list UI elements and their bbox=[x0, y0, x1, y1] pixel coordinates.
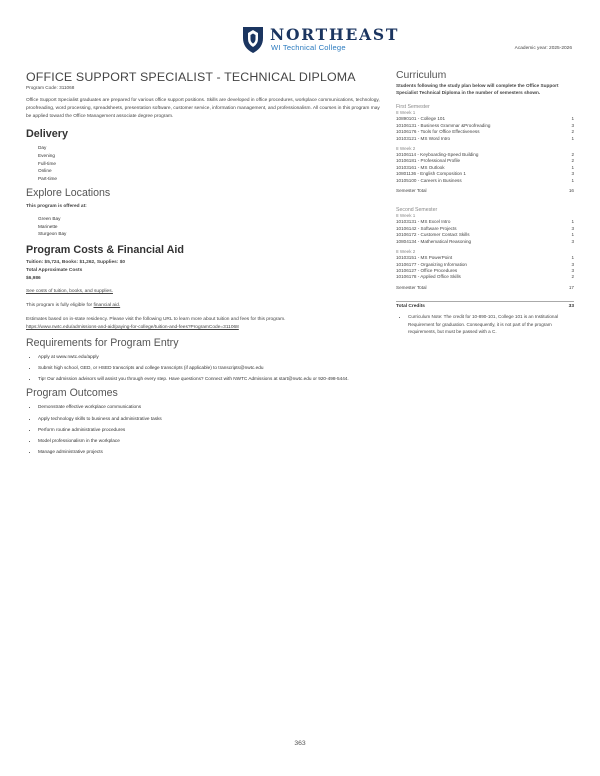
list-item: Full-time bbox=[38, 160, 56, 166]
list-item: • Submit high school, GED, or HSED transcripts and college transcripts (if applicable) to transcripts@nwtc.edu bbox=[38, 364, 382, 371]
course-credits: 1 bbox=[571, 177, 574, 183]
requirements-heading: Requirements for Program Entry bbox=[26, 336, 179, 349]
academic-year: Academic year: 2025-2026 bbox=[514, 46, 572, 51]
locations-heading: Explore Locations bbox=[26, 187, 111, 200]
logo-name: NORTHEAST bbox=[270, 25, 400, 44]
course-name: 10103151 - MS PowerPoint bbox=[396, 255, 453, 261]
semester-title: First Semester bbox=[396, 104, 430, 111]
course-credits: 1 bbox=[571, 135, 574, 141]
list-item: • Manage administrative projects bbox=[38, 448, 382, 455]
list-item: Green Bay bbox=[38, 216, 61, 222]
delivery-heading: Delivery bbox=[26, 128, 69, 141]
term-label: 8 Week 2 bbox=[396, 249, 416, 255]
list-item: • Tip! Our admission advisors will assist you through every step. Have questions? Connect with NWTC Admissions at start@nwtc.edu or 920-498-5444. bbox=[38, 375, 382, 382]
curriculum-footnote-list bbox=[396, 313, 574, 335]
course-credits: 2 bbox=[571, 274, 574, 280]
course-credits: 1 bbox=[571, 255, 574, 261]
course-name: 10106172 - Customer Contact Skills bbox=[396, 232, 470, 238]
list-item: • Apply technology skills to business and administrative tasks bbox=[38, 415, 382, 422]
list-item: Online bbox=[38, 168, 52, 174]
course-name: 10106127 - Office Procedures bbox=[396, 267, 458, 273]
course-credits: 3 bbox=[571, 238, 574, 244]
course-credits: 3 bbox=[571, 171, 574, 177]
course-credits: 3 bbox=[571, 267, 574, 273]
course-name: 10106177 - Organizing Information bbox=[396, 261, 467, 267]
course-row bbox=[396, 239, 574, 245]
total-costs-value: $6,986 bbox=[26, 275, 41, 281]
course-name: 10103121 - MS Word Intro bbox=[396, 135, 451, 141]
course-credits: 2 bbox=[571, 158, 574, 164]
curriculum-note: Students following the study plan below will complete the Office Support Specialist Technical Diploma in the number of semesters shown. bbox=[396, 83, 559, 96]
semester-total-value: 16 bbox=[568, 188, 574, 194]
course-name: 10801136 - English Composition 1 bbox=[396, 171, 466, 177]
course-row bbox=[396, 136, 574, 142]
course-name: 10890101 - College 101 bbox=[396, 116, 446, 122]
curriculum-footnote: • Curriculum Note: The credit for 10-890-101, College 101 is an Institutional Requirement for graduation. Consequently, it is not part of the program requirements, but must be passed with a C. bbox=[408, 313, 574, 335]
course-name: 10105100 - Careers in Business bbox=[396, 177, 462, 183]
outcomes-list bbox=[26, 403, 382, 455]
financial-aid-text bbox=[26, 302, 382, 310]
semester-total-label: Semester Total bbox=[396, 188, 427, 194]
page-number: 363 bbox=[294, 740, 306, 747]
list-item: • Apply at www.nwtc.edu/apply bbox=[38, 353, 382, 360]
course-credits: 1 bbox=[571, 219, 574, 225]
semester-total-row bbox=[396, 285, 574, 291]
course-credits: 1 bbox=[571, 164, 574, 170]
costs-link[interactable]: See costs of tuition, books, and supplies. bbox=[26, 289, 113, 295]
course-name: 10106176 - Tools for Office Effectiveness bbox=[396, 129, 480, 135]
semester-total-value: 17 bbox=[568, 284, 574, 290]
logo-subtitle: WI Technical College bbox=[271, 43, 346, 52]
program-description: Office Support Specialist graduates are prepared for various office support positions. Skills are developed in office procedures, workplace communications, technology, proofreading, word processing, spreadsheets, presentation software, customer service, information management, and professionalism. All courses in this program may be applied toward the Office Management associate degree program. bbox=[26, 98, 380, 119]
course-name: 10103161 - MS Outlook bbox=[396, 164, 445, 170]
course-name: 10106178 - Applied Office Skills bbox=[396, 274, 461, 280]
course-credits: 2 bbox=[571, 129, 574, 135]
costs-heading: Program Costs & Financial Aid bbox=[26, 243, 184, 256]
list-item: Evening bbox=[38, 152, 55, 158]
course-credits: 3 bbox=[571, 261, 574, 267]
semester-total-label: Semester Total bbox=[396, 284, 427, 290]
list-item: Part-time bbox=[38, 175, 58, 181]
list-item: Marinette bbox=[38, 223, 58, 229]
term-label: 8 Week 1 bbox=[396, 213, 416, 219]
list-item: • Model professionalism in the workplace bbox=[38, 437, 382, 444]
tuition-text: Tuition: $5,724, Books: $1,262, Supplies: $0 bbox=[26, 259, 126, 265]
college-logo bbox=[240, 24, 400, 56]
course-credits: 3 bbox=[571, 225, 574, 231]
financial-aid-link[interactable]: financial aid. bbox=[93, 303, 121, 309]
page-title: OFFICE SUPPORT SPECIALIST - TECHNICAL DIPLOMA bbox=[26, 70, 356, 84]
main-column bbox=[26, 70, 382, 459]
semester-title: Second Semester bbox=[396, 207, 438, 214]
term-label: 8 Week 2 bbox=[396, 146, 416, 152]
financial-aid-label: This program is fully eligible for bbox=[26, 303, 93, 309]
estimate-text: Estimates based on in-state residency. Please visit the following URL to learn more about tuition and fees for this program. bbox=[26, 316, 286, 322]
course-name: 10106142 - Software Projects bbox=[396, 225, 457, 231]
course-credits: 3 bbox=[571, 122, 574, 128]
list-item: Day bbox=[38, 145, 47, 151]
course-name: 10804134 - Mathematical Reasoning bbox=[396, 238, 472, 244]
course-credits: 1 bbox=[571, 116, 574, 122]
delivery-list bbox=[26, 144, 382, 182]
tuition-url[interactable]: https://www.nwtc.edu/admissions-and-aid/paying-for-college/tuition-and-fees?ProgramCode=311068 bbox=[26, 324, 239, 330]
list-item: Sturgeon Bay bbox=[38, 231, 67, 237]
shield-logo-icon bbox=[240, 24, 266, 54]
course-row bbox=[396, 178, 574, 184]
term-label: 8 Week 1 bbox=[396, 110, 416, 116]
requirements-list bbox=[26, 353, 382, 383]
curriculum-column bbox=[396, 70, 574, 335]
list-item: • Perform routine administrative procedures bbox=[38, 426, 382, 433]
course-name: 10106181 - Professional Profile bbox=[396, 158, 461, 164]
course-credits: 2 bbox=[571, 152, 574, 158]
total-credits-value: 33 bbox=[568, 304, 574, 310]
course-row bbox=[396, 274, 574, 280]
total-credits-row bbox=[396, 301, 574, 309]
outcomes-heading: Program Outcomes bbox=[26, 387, 118, 400]
semester-total-row bbox=[396, 188, 574, 194]
locations-intro: This program is offered at: bbox=[26, 204, 87, 210]
course-name: 10106131 - Business Grammar &Proofreading bbox=[396, 122, 491, 128]
list-item: • Demonstrate effective workplace communications bbox=[38, 403, 382, 410]
course-credits: 1 bbox=[571, 232, 574, 238]
total-credits-label: Total Credits bbox=[396, 304, 425, 310]
locations-list bbox=[26, 215, 382, 238]
total-costs-label: Total Approximate Costs bbox=[26, 267, 83, 273]
curriculum-heading: Curriculum bbox=[396, 70, 447, 81]
course-name: 10103131 - MS Excel Intro bbox=[396, 219, 451, 225]
course-name: 10106114 - Keyboarding-Speed Building bbox=[396, 152, 479, 158]
program-code: Program Code: 311068 bbox=[26, 85, 75, 90]
